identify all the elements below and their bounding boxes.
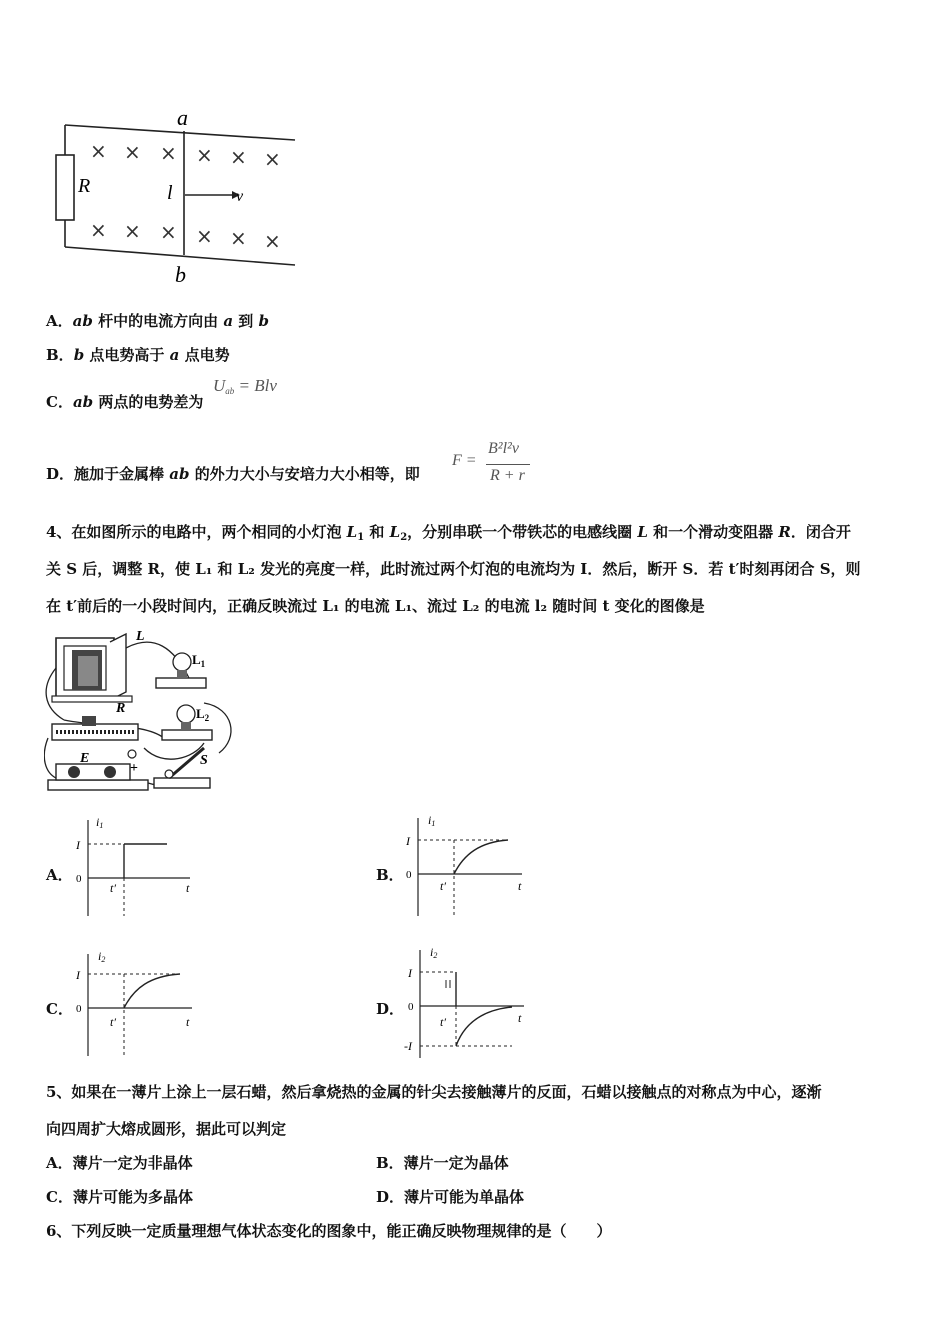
- ylabel: i2: [98, 949, 106, 964]
- ylabel: i1: [428, 813, 436, 828]
- q4-line1: 4、在如图所示的电路中，两个相同的小灯泡 $L_1$ 和 $L_2$，分别串联一个带铁芯的电感线圈 L 和一个滑动变阻器 R．闭合开: [46, 523, 851, 543]
- label-I: I: [406, 834, 410, 848]
- cross: ×: [160, 141, 177, 165]
- cross: ×: [160, 220, 177, 244]
- label-t: t: [186, 1015, 190, 1029]
- label-zero: 0: [76, 1003, 82, 1015]
- magnetic-field-crosses: [90, 139, 281, 253]
- label-zero: 0: [76, 873, 82, 885]
- label-tprime: t′: [440, 879, 446, 893]
- label-tprime: t′: [440, 1015, 446, 1029]
- graph-b: [402, 810, 532, 920]
- q5-option-a: A．薄片一定为非晶体: [46, 1154, 193, 1172]
- q3-option-c: C．ab 两点的电势差为: [46, 393, 204, 411]
- circuit-label-L1: $L_1$: [192, 652, 206, 669]
- label-l: l: [167, 182, 173, 204]
- ylabel: i2: [430, 945, 438, 960]
- label-I: I: [76, 838, 80, 852]
- q4-line2: 关 S 后，调整 R，使 L₁ 和 L₂ 发光的亮度一样，此时流过两个灯泡的电流均为 I．然后，断开 S．若 t′时刻再闭合 S，则: [46, 560, 861, 578]
- graph-option-c-letter: C．: [46, 1000, 73, 1018]
- graph-c: [72, 946, 202, 1061]
- cross: ×: [196, 224, 213, 248]
- q3-option-b: B．b 点电势高于 a 点电势: [46, 346, 230, 364]
- label-I: I: [76, 968, 80, 982]
- circuit-label-E: E: [80, 751, 90, 766]
- cross: ×: [230, 145, 247, 169]
- cross: ×: [264, 147, 281, 171]
- q6-line1: 6、下列反映一定质量理想气体状态变化的图象中，能正确反映物理规律的是（ ）: [46, 1222, 612, 1240]
- q5-option-c: C．薄片可能为多晶体: [46, 1188, 193, 1206]
- q5-option-b: B．薄片一定为晶体: [376, 1154, 509, 1172]
- q5-option-d: D．薄片可能为单晶体: [376, 1188, 525, 1206]
- graph-a: [72, 812, 202, 922]
- rail-figure: [40, 100, 310, 290]
- label-zero: 0: [406, 869, 412, 881]
- graph-option-b-letter: B．: [376, 866, 404, 884]
- q3-option-a: A．ab 杆中的电流方向由 a 到 b: [46, 312, 269, 330]
- cross: ×: [196, 143, 213, 167]
- ylabel: i1: [96, 815, 104, 830]
- circuit-label-S: S: [200, 753, 208, 768]
- label-R: R: [78, 175, 91, 197]
- cross: ×: [90, 139, 107, 163]
- label-I: I: [408, 966, 412, 980]
- label-b: b: [175, 262, 186, 287]
- label-t: t: [518, 879, 522, 893]
- circuit-figure: [44, 628, 244, 796]
- q4-line3: 在 t′前后的一小段时间内，正确反映流过 L₁ 的电流 L₁、流过 L₂ 的电流 l₂ 随时间 t 变化的图像是: [46, 597, 705, 615]
- label-tprime: t′: [110, 1015, 116, 1029]
- circuit-label-L2: $L_2$: [196, 706, 210, 723]
- label-t: t: [186, 881, 190, 895]
- graph-option-d-letter: D．: [376, 1000, 405, 1018]
- label-v: v: [236, 188, 244, 205]
- cross: ×: [264, 229, 281, 253]
- cross: ×: [124, 219, 141, 243]
- formula-force: F = B²l²v R + r: [452, 440, 542, 490]
- q3-option-d: D．施加于金属棒 ab 的外力大小与安培力大小相等，即: [46, 465, 420, 483]
- graph-d: [400, 942, 535, 1060]
- label-tprime: t′: [110, 881, 116, 895]
- label-t: t: [518, 1011, 522, 1025]
- label-a: a: [177, 105, 188, 130]
- circuit-label-R: R: [116, 701, 126, 716]
- cross: ×: [124, 140, 141, 164]
- circuit-label-L: L: [136, 629, 145, 644]
- circuit-label-plus: +: [130, 761, 138, 776]
- q5-line2: 向四周扩大熔成圆形，据此可以判定: [46, 1120, 287, 1138]
- formula-uab: $U_{ab}$ = Blv: [213, 376, 277, 396]
- label-negI: -I: [404, 1039, 412, 1053]
- cross: ×: [90, 218, 107, 242]
- q5-line1: 5、如果在一薄片上涂上一层石蜡，然后拿烧热的金属的针尖去接触薄片的反面，石蜡以接触点的对称点为中心，逐渐: [46, 1083, 822, 1101]
- graph-option-a-letter: A．: [46, 866, 73, 884]
- cross: ×: [230, 226, 247, 250]
- label-zero: 0: [408, 1001, 414, 1013]
